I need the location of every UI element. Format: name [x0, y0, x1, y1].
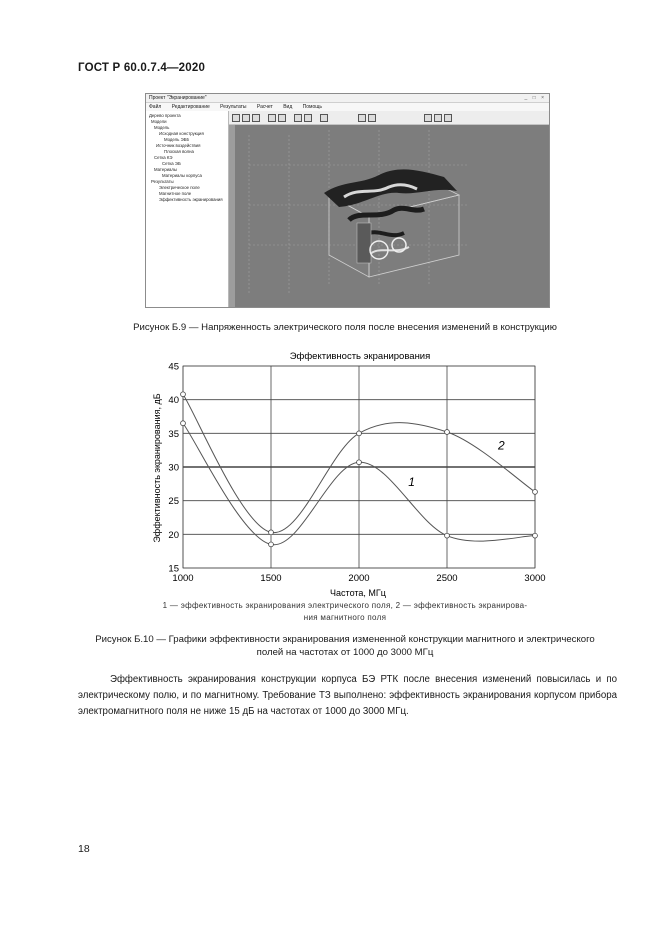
window-controls: _ □ × [524, 95, 546, 101]
app-titlebar [146, 94, 549, 103]
toolbar-icon [368, 114, 376, 122]
tree-item: Источник воздействия [156, 143, 201, 148]
page-number: 18 [78, 843, 90, 855]
tree-item: Плоская волна [164, 149, 194, 154]
chart-point-series-2 [533, 490, 538, 495]
document-header: ГОСТ Р 60.0.7.4—2020 [78, 62, 206, 74]
chart-point-series-1 [269, 542, 274, 547]
chart-point-series-2 [269, 530, 274, 535]
software-screenshot [145, 93, 550, 308]
toolbar-icon [294, 114, 302, 122]
tree-item: Электрическое поле [159, 185, 200, 190]
chart-point-series-1 [445, 533, 450, 538]
toolbar-icon [424, 114, 432, 122]
tree-item: Магнитное поле [159, 191, 192, 196]
toolbar-icon [242, 114, 250, 122]
caption-line-2: полей на частотах от 1000 до 3000 МГц [256, 647, 434, 658]
menu-calc: Расчет [256, 104, 273, 110]
menu-help: Помощь [302, 104, 322, 110]
chart-x-tick-label: 2500 [436, 573, 458, 584]
legend-line-2: ния магнитного поля [303, 613, 387, 622]
chart-y-tick-label: 45 [168, 361, 179, 373]
tree-item: Материалы корпуса [162, 173, 202, 178]
tree-item: Исходная конструкция [159, 131, 204, 136]
toolbar-icon [232, 114, 240, 122]
chart-title: Эффективность экранирования [289, 351, 431, 362]
chart-point-series-2 [357, 431, 362, 436]
chart-point-series-2 [445, 430, 450, 435]
toolbar-icon [358, 114, 366, 122]
menu-file: Файл [149, 104, 162, 110]
legend-line-1: 1 — эффективность экранирования электрического поля, 2 — эффективность экранирова- [162, 601, 528, 610]
field-visualization [229, 125, 549, 307]
toolbar-icon [304, 114, 312, 122]
menu-view: Вид [283, 104, 293, 110]
figure-b9-caption: Рисунок Б.9 — Напряженность электрического поля после внесения изменений в конструкцию [133, 322, 557, 333]
chart-y-tick-label: 30 [168, 462, 179, 474]
toolbar-icon [434, 114, 442, 122]
chart-svg [150, 348, 550, 598]
body-paragraph [78, 672, 617, 719]
tree-item: Сетка КЭ [154, 155, 173, 160]
chart-x-tick-label: 2000 [348, 573, 370, 584]
body-paragraph-text: Эффективность экранирования конструкции корпуса БЭ РТК после внесения изменений повысилась и по электрическому полю, и по магнитному. Требование ТЗ выполнено: эффективность экранирования корпусом прибора электромагнитного поля не ниже 15 дБ на частотах от 1000 до 3000 МГц. [78, 674, 617, 717]
chart-point-series-1 [357, 460, 362, 465]
chart-x-tick-label: 3000 [524, 573, 546, 584]
tree-item: Модели [151, 119, 167, 124]
tree-item: Дерево проекта [149, 113, 181, 118]
chart-point-series-1 [181, 421, 186, 426]
chart-y-tick-label: 40 [168, 395, 179, 407]
chart-x-axis-label: Частота, МГц [330, 588, 386, 598]
field-3d-view [229, 125, 549, 307]
menu-results: Результаты [220, 104, 247, 110]
chart-y-tick-label: 20 [168, 529, 179, 541]
toolbar-icon [444, 114, 452, 122]
tree-item: Модель [154, 125, 170, 130]
tree-item: Результаты [151, 179, 174, 184]
chart-point-series-1 [533, 533, 538, 538]
chart-x-tick-label: 1000 [172, 573, 194, 584]
chart-y-axis-label: Эффективность экранирования, дБ [152, 393, 162, 543]
app-toolbar [228, 111, 549, 125]
app-menubar [146, 103, 549, 111]
figure-b10-legend [150, 600, 540, 624]
chart-y-tick-label: 25 [168, 496, 179, 508]
app-title: Проект "Экранирование" [149, 95, 207, 101]
chart-series-label-1: 1 [408, 474, 415, 489]
toolbar-icon [278, 114, 286, 122]
chart-y-tick-label: 15 [168, 563, 179, 575]
toolbar-icon [268, 114, 276, 122]
tree-item: Эффективность экранирования [159, 197, 223, 202]
caption-line-1: Рисунок Б.10 — Графики эффективности экранирования измененной конструкции магнитного и электрического [95, 634, 595, 645]
chart-point-series-2 [181, 392, 186, 397]
shielding-chart [150, 348, 550, 628]
figure-b10-caption [60, 633, 630, 659]
chart-x-tick-label: 1500 [260, 573, 282, 584]
project-tree [146, 111, 229, 307]
tree-item: Модель ЭБ5 [164, 137, 189, 142]
toolbar-icon [252, 114, 260, 122]
toolbar-icon [320, 114, 328, 122]
chart-y-tick-label: 35 [168, 428, 179, 440]
tree-item: Сетка ЭБ [162, 161, 181, 166]
color-scale [229, 125, 235, 307]
menu-edit: Редактирование [171, 104, 210, 110]
chart-series-label-2: 2 [498, 438, 505, 453]
tree-item: Материалы [154, 167, 178, 172]
